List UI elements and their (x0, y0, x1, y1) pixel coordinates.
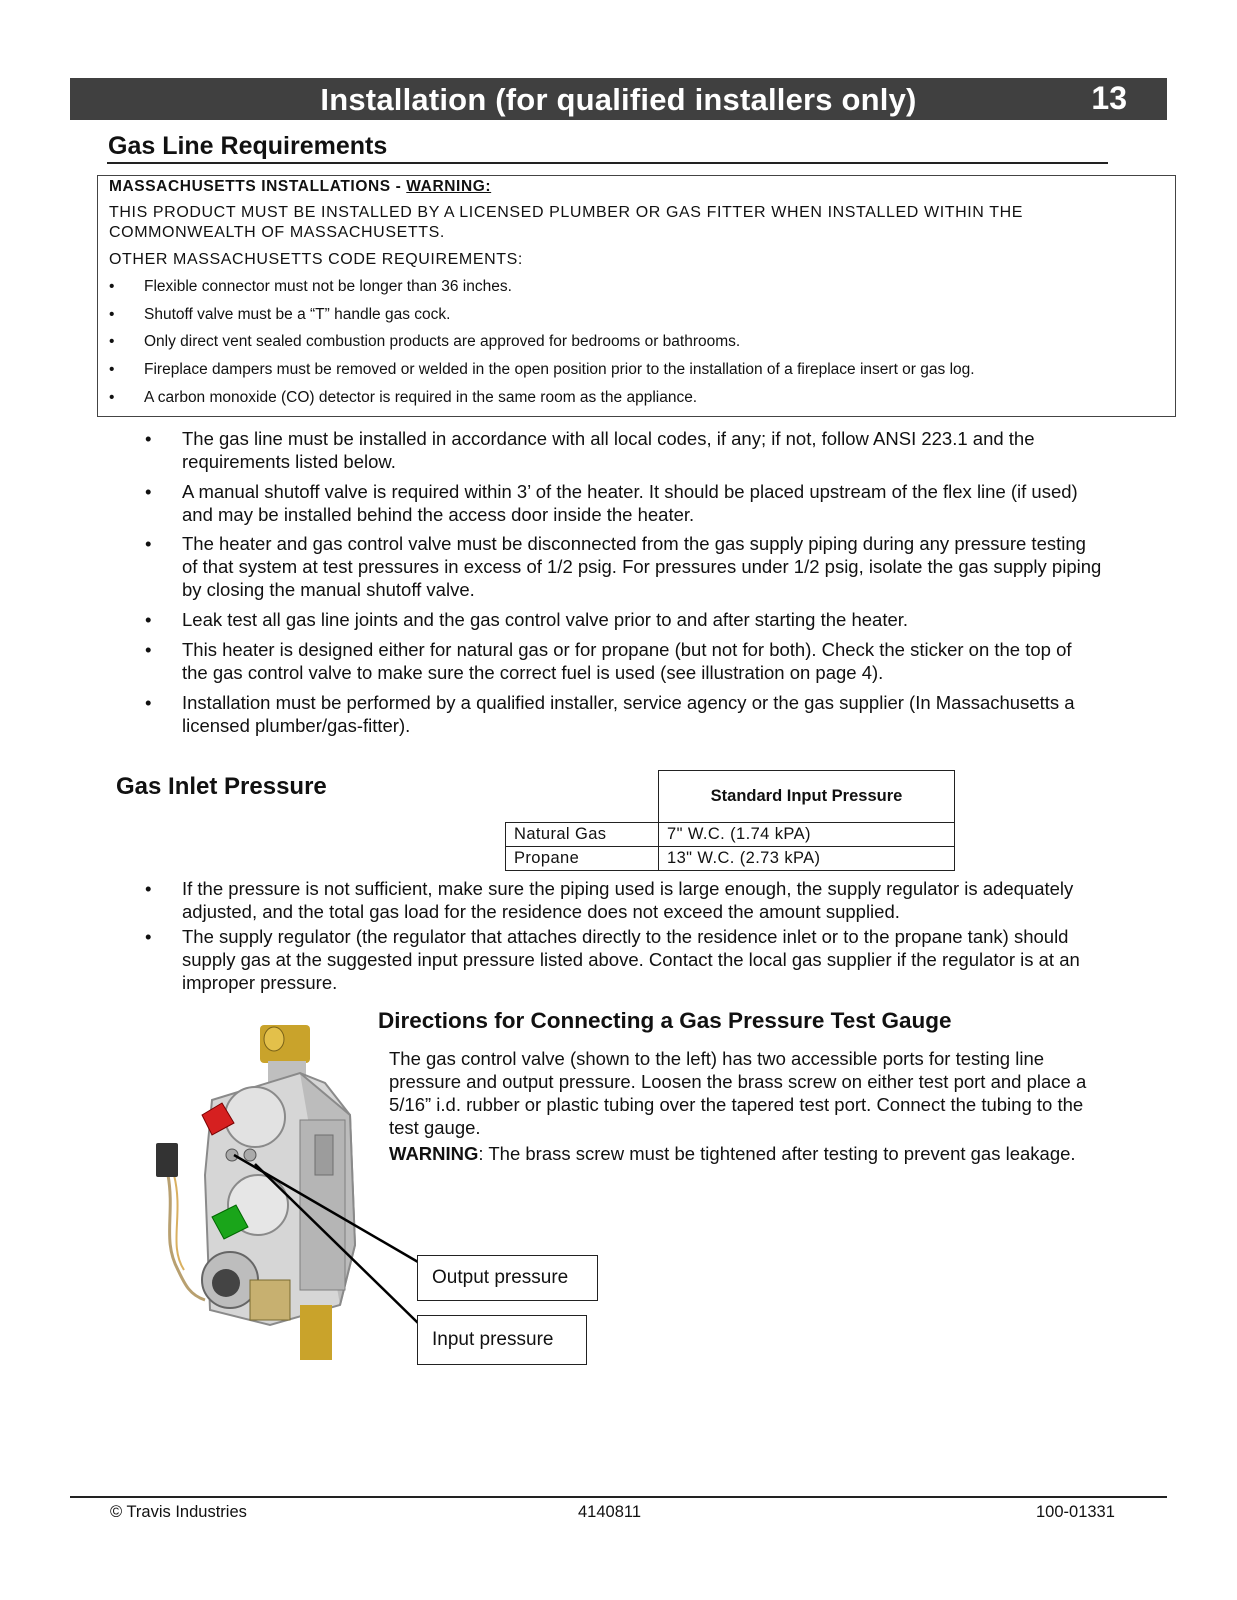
footer-part-number: 100-01331 (1036, 1503, 1115, 1521)
ma-line-2: COMMONWEALTH OF MASSACHUSETTS. (109, 224, 445, 241)
warning-text: : The brass screw must be tightened after testing to prevent gas leakage. (478, 1143, 1076, 1164)
output-pressure-callout: Output pressure (417, 1255, 598, 1301)
pressure-bullet-text: If the pressure is not sufficient, make sure the piping used is large enough, the supply regulator is adequately adjusted, and the total gas load for the residence does not exceed the amount supplied. (182, 878, 1074, 922)
bullet-dot: • (145, 609, 152, 630)
bullet-dot: • (145, 481, 152, 502)
bullet-dot: • (145, 639, 152, 660)
footer-rule (70, 1496, 1167, 1498)
bullet-dot: • (145, 878, 152, 899)
bullet-dot: • (109, 333, 115, 350)
section-title-inlet-pressure: Gas Inlet Pressure (116, 773, 327, 800)
gas-line-bullet-text: A manual shutoff valve is required within 3’ of the heater. It should be placed upstream of the flex line (if used) and may be installed behind the access door inside the heater. (182, 481, 1078, 525)
section-title-test-gauge: Directions for Connecting a Gas Pressure Test Gauge (378, 1008, 952, 1033)
gas-line-bullet-text: Installation must be performed by a qualified installer, service agency or the gas supplier (In Massachusetts a licensed plumber/gas-fitter). (182, 692, 1075, 736)
footer-doc-number: 4140811 (578, 1503, 642, 1521)
bullet-dot: • (109, 361, 115, 378)
pressure-bullet-text: The supply regulator (the regulator that attaches directly to the residence inlet or to the propane tank) should supply gas at the suggested input pressure listed above. Contact the local gas supplier if the regulator is at an improper pressure. (182, 926, 1080, 993)
bullet-dot: • (109, 306, 115, 323)
gas-line-bullet-text: The gas line must be installed in accordance with all local codes, if any; if not, follow ANSI 223.1 and the requirements listed below. (182, 428, 1035, 472)
ma-line-3: OTHER MASSACHUSETTS CODE REQUIREMENTS: (109, 251, 523, 268)
warning-label: WARNING (389, 1143, 479, 1164)
test-gauge-paragraph: The gas control valve (shown to the left) has two accessible ports for testing line pressure and output pressure. Loosen the brass screw on either test port and place a 5/16” i.d. rubber or plastic tubing over the tapered test port. Connect the tubing to the test gauge. (389, 1048, 1087, 1138)
ma-heading-warning: WARNING: (406, 178, 492, 195)
ma-bullet-text: Flexible connector must not be longer than 36 inches. (144, 278, 512, 295)
ma-bullet-text: Only direct vent sealed combustion products are approved for bedrooms or bathrooms. (144, 333, 741, 350)
table-cell-fuel: Natural Gas (506, 823, 659, 847)
gas-line-bullet-text: This heater is designed either for natural gas or for propane (but not for both). Check the sticker on the top of the gas control valve to make sure the correct fuel is used (see illustration on page 4). (182, 639, 1072, 683)
ma-bullet-text: Fireplace dampers must be removed or welded in the open position prior to the installation of a fireplace insert or gas log. (144, 361, 975, 378)
footer-copyright: © Travis Industries (110, 1503, 247, 1521)
input-pressure-callout: Input pressure (417, 1315, 587, 1365)
input-leader-line (255, 1164, 418, 1323)
bullet-dot: • (145, 926, 152, 947)
bullet-dot: • (145, 692, 152, 713)
table-cell-pressure: 7" W.C. (1.74 kPA) (659, 823, 955, 847)
bullet-dot: • (145, 533, 152, 554)
section-title-gas-line: Gas Line Requirements (108, 132, 388, 160)
bullet-dot: • (109, 389, 115, 406)
bullet-dot: • (109, 278, 115, 295)
ma-bullet-text: A carbon monoxide (CO) detector is required in the same room as the appliance. (144, 389, 698, 406)
page-title: Installation (for qualified installers only) (320, 82, 917, 117)
table-cell-fuel: Propane (506, 847, 659, 871)
table-cell-pressure: 13" W.C. (2.73 kPA) (659, 847, 955, 871)
bullet-dot: • (145, 428, 152, 449)
ma-bullet-text: Shutoff valve must be a “T” handle gas cock. (144, 306, 451, 323)
pressure-table-header-label: Standard Input Pressure (710, 787, 903, 805)
gas-line-bullet-text: Leak test all gas line joints and the gas control valve prior to and after starting the heater. (182, 609, 909, 630)
gas-line-bullet-text: The heater and gas control valve must be disconnected from the gas supply piping during any pressure testing of that system at test pressures in excess of 1/2 psig. For pressures under 1/2 psig, isolate the gas supply piping by closing the manual shutoff valve. (182, 533, 1102, 600)
ma-heading-prefix: MASSACHUSETTS INSTALLATIONS - (109, 178, 407, 195)
page-number: 13 (1091, 80, 1127, 116)
ma-line-1: THIS PRODUCT MUST BE INSTALLED BY A LICENSED PLUMBER OR GAS FITTER WHEN INSTALLED WITHIN THE (109, 204, 1024, 221)
